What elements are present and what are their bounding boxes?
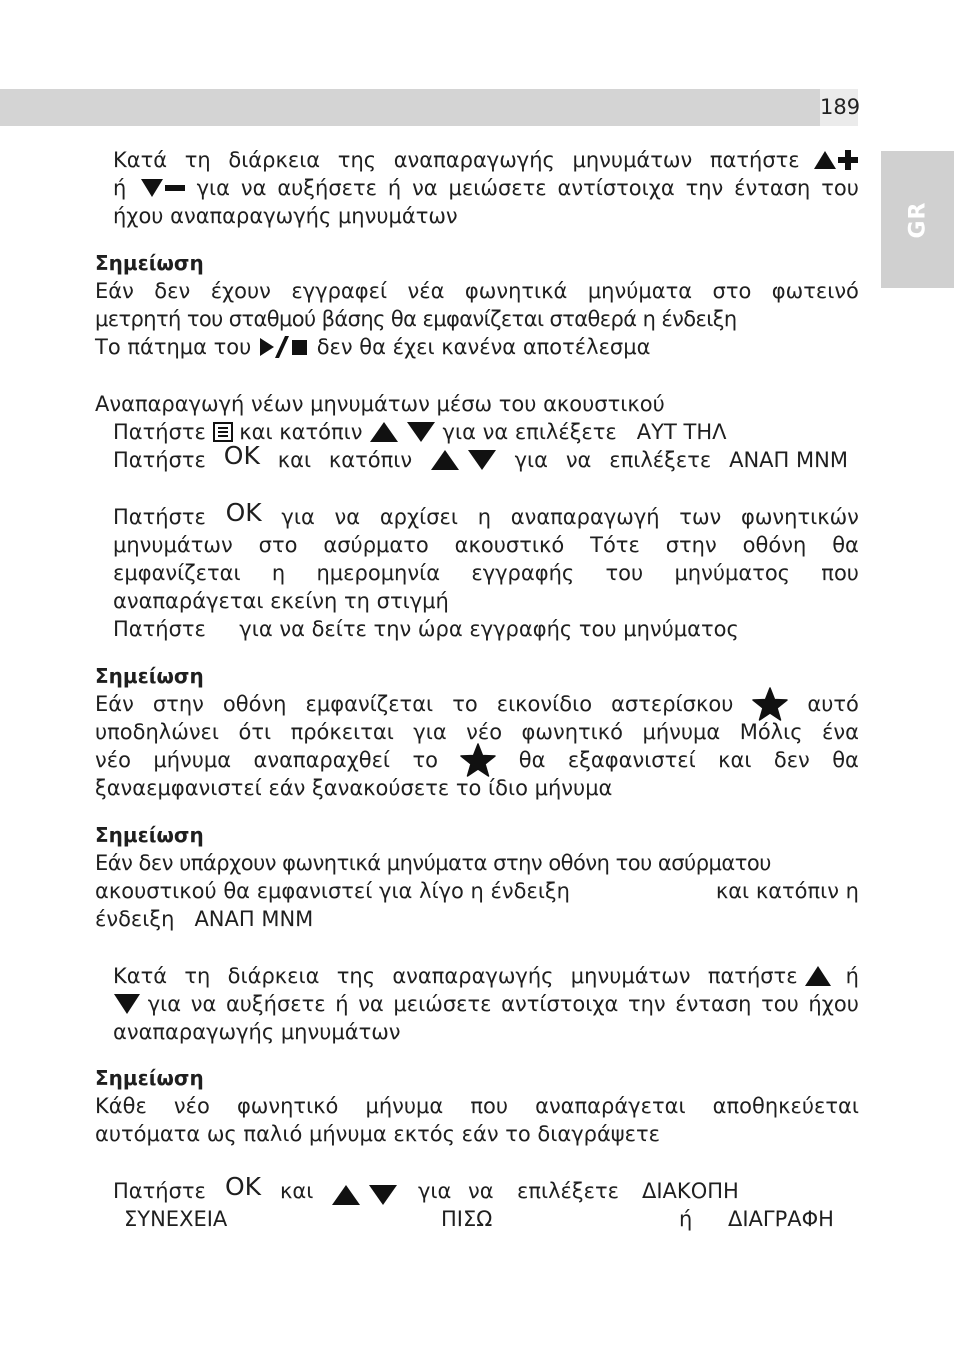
p4-line-2: ΣΥΝΕΧΕΙΑ ΠΙΣΩ ή ΔΙΑΓΡΑΦΗ xyxy=(124,1207,834,1231)
handset-title: Αναπαραγωγή νέων μηνυμάτων μέσω του ακουστικού xyxy=(95,392,665,416)
p1-line-2: ή για να αυξήσετε ή να μειώσετε αντίστοιχα την ένταση του xyxy=(113,176,859,200)
language-tab-label: GR xyxy=(905,201,930,238)
p4-line-1: Πατήστε OK και για να επιλέξετε ΔΙΑΚΟΠΗ xyxy=(113,1177,859,1205)
star-icon xyxy=(752,687,788,721)
note3-title: Σημείωση xyxy=(95,823,204,847)
p2-line-1: Πατήστε OK για να αρχίσει η αναπαραγωγή των φωνητικών xyxy=(113,498,859,529)
language-tab xyxy=(881,151,954,288)
p3-line-2: για να αυξήσετε ή να μειώσετε αντίστοιχα την ένταση του ήχου xyxy=(113,990,859,1018)
plus-icon xyxy=(837,149,859,171)
down-arrow-icon xyxy=(406,421,436,443)
up-arrow-icon xyxy=(331,1184,361,1206)
star-icon xyxy=(460,743,496,777)
note4-line-1: Κάθε νέο φωνητικό μήνυμα που αναπαράγεται αποθηκεύεται xyxy=(95,1094,859,1118)
handset-step-2: Πατήστε OK και κατόπιν για να επιλέξετε ΑΝΑΠ ΜΝΜ xyxy=(113,441,848,472)
p1-line-3: ήχου αναπαραγωγής μηνυμάτων xyxy=(113,204,458,228)
up-arrow-icon xyxy=(813,150,837,170)
note1-line-3: Το πάτημα του δεν θα έχει κανένα αποτέλεσμα xyxy=(95,335,651,359)
note2-title: Σημείωση xyxy=(95,664,204,688)
p3-line-1: Κατά τη διάρκεια της αναπαραγωγής μηνυμάτων πατήστε ή xyxy=(113,964,859,988)
down-arrow-icon xyxy=(113,993,141,1015)
play-stop-icon xyxy=(258,335,310,359)
ok-key-label: OK xyxy=(223,441,260,470)
page-number: 189 xyxy=(820,89,858,126)
note1-line-1: Εάν δεν έχουν εγγραφεί νέα φωνητικά μηνύματα στο φωτεινό xyxy=(95,279,859,303)
note1-title: Σημείωση xyxy=(95,251,204,275)
p1-line-1: Κατά τη διάρκεια της αναπαραγωγής μηνυμάτων πατήστε xyxy=(113,146,859,174)
header-bar xyxy=(0,89,820,126)
note2-line-4: ξαναεμφανιστεί εάν ξανακούσετε το ίδιο μήνυμα xyxy=(95,776,613,800)
note3-line-1: Εάν δεν υπάρχουν φωνητικά μηνύματα στην οθόνη του ασύρματου xyxy=(95,851,771,875)
ok-key-label: OK xyxy=(225,1172,262,1201)
up-arrow-icon xyxy=(369,421,399,443)
minus-icon xyxy=(164,177,186,199)
note3-line-2: ακουστικού θα εμφανιστεί για λίγο η ένδειξη και κατόπιν η xyxy=(95,879,859,903)
handset-step-1: Πατήστε και κατόπιν για να επιλέξετε ΑΥΤ ΤΗΛ xyxy=(113,420,727,444)
down-arrow-icon xyxy=(467,449,497,471)
up-arrow-icon xyxy=(804,965,832,987)
p2-line-3: εμφανίζεται η ημερομηνία εγγραφής του μηνύματος που xyxy=(113,561,859,585)
down-arrow-icon xyxy=(368,1184,398,1206)
p2-line-2: μηνυμάτων στο ασύρματο ακουστικό Τότε στην οθόνη θα xyxy=(113,533,859,557)
note2-line-3: νέο μήνυμα αναπαραχθεί το θα εξαφανιστεί και δεν θα xyxy=(95,746,859,774)
note3-line-3: ένδειξη ΑΝΑΠ ΜΝΜ xyxy=(95,907,314,931)
ok-key-label: OK xyxy=(225,498,262,527)
up-arrow-icon xyxy=(430,449,460,471)
p3-line-3: αναπαραγωγής μηνυμάτων xyxy=(113,1020,401,1044)
p1-line-1-end: πατήστε xyxy=(710,146,859,174)
menu-icon xyxy=(213,422,233,442)
note2-line-1: Εάν στην οθόνη εμφανίζεται το εικονίδιο αστερίσκου αυτό xyxy=(95,690,859,718)
p2-line-5: Πατήστε για να δείτε την ώρα εγγραφής του μηνύματος xyxy=(113,617,739,641)
down-arrow-icon xyxy=(140,178,164,198)
note1-line-2: μετρητή του σταθμού βάσης θα εμφανίζεται σταθερά η ένδειξη xyxy=(95,307,737,331)
p2-line-4: αναπαράγεται εκείνη τη στιγμή xyxy=(113,589,449,613)
note4-title: Σημείωση xyxy=(95,1066,204,1090)
note2-line-2: υποδηλώνει ότι πρόκειται για νέο φωνητικό μήνυμα Μόλις ένα xyxy=(95,720,859,744)
note4-line-2: αυτόματα ως παλιό μήνυμα εκτός εάν το διαγράψετε xyxy=(95,1122,660,1146)
